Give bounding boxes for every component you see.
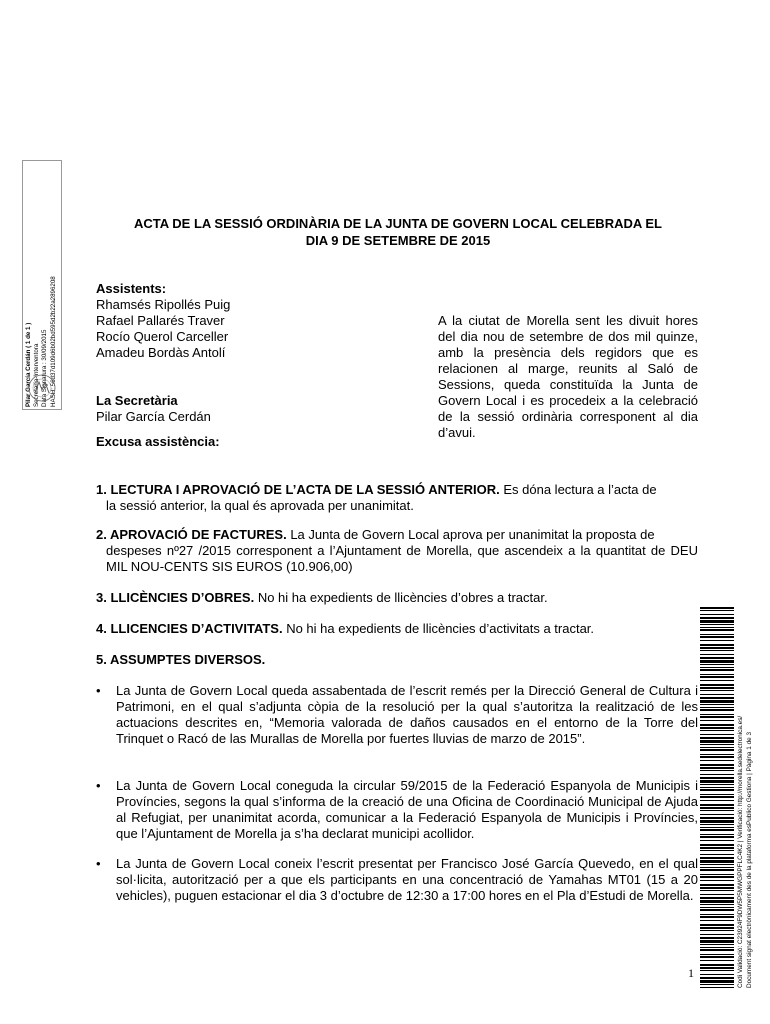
signer-name: Pilar García Cerdán ( 1 de 1 ): [25, 322, 32, 407]
signer-role: Secretaria-Interventora: [33, 343, 41, 407]
item-heading: 4. LLICENCIES D’ACTIVITATS.: [96, 621, 283, 636]
bullet-text: La Junta de Govern Local coneguda la circular 59/2015 de la Federació Espanyola de Municipis i Províncies, segons la qual s’informa de la creació de una Oficina de Coordinació Municipal de Ajuda al Refugiat, per unanimitat acorda, comunicar a la Federació Espanyola de Municipis i Províncies, que l’Ajuntament de Morella ja s’ha declarat municipi acollidor.: [116, 778, 698, 841]
agenda-item-1: [96, 482, 698, 514]
attendees-heading: Assistents:: [96, 281, 167, 296]
title-line-2: DIA 9 DE SETEMBRE DE 2015: [305, 233, 491, 248]
item-text: No hi ha expedients de llicències d’activitats a tractar.: [282, 621, 595, 636]
verification-line-1: Codi Validació: C23924F9DW5P5MWGPPFLC4K2 | Verificació: http://morella.sedelectronica.es/: [737, 715, 744, 988]
item-heading: 5. ASSUMPTES DIVERSOS.: [96, 652, 266, 667]
item-text-continued: despeses nº27 /2015 corresponent a l’Ajuntament de Morella, que ascendeix a la quantitat de DEU MIL NOU-CENTS SIS EUROS (10.906,00): [106, 543, 698, 574]
bullet-text: La Junta de Govern Local coneix l’escrit presentat per Francisco José García Quevedo, en el qual sol·licita, autorització per a que els participants en una concentració de Yamahas MT01 (15 a 20 vehicles), puguen estacionar el dia 3 d’octubre de 12:30 a 17:00 hores en el Pla d’Estudi de Morella.: [116, 856, 698, 903]
agenda-item-4: [96, 621, 698, 637]
secretary-heading: La Secretària: [96, 393, 178, 408]
bullet-icon: •: [96, 856, 101, 871]
attendee-name: Rafael Pallarés Traver: [96, 313, 225, 328]
attendee-name: Rhamsés Ripollés Puig: [96, 297, 231, 312]
bullet-icon: •: [96, 683, 101, 698]
item-text-continued: la sessió anterior, la qual és aprovada per unanimitat.: [106, 498, 414, 513]
item-text: La Junta de Govern Local aprova per unanimitat la proposta de: [286, 527, 655, 542]
signature-text: [25, 163, 61, 407]
excused-heading: Excusa assistència:: [96, 434, 220, 449]
item-heading: 3. LLICÈNCIES D’OBRES.: [96, 590, 255, 605]
list-item: [96, 778, 698, 842]
signature-box: [22, 160, 62, 410]
attendee-name: Rocío Querol Carceller: [96, 329, 229, 344]
intro-paragraph: A la ciutat de Morella sent les divuit hores del dia nou de setembre de dos mil quinze, amb la presència dels regidors que es relacionen al marge, reunits al Saló de Sessions, queda constituïda la Junta de Govern Local i es procedeix a la celebració de la sessió ordinària corresponent al dia d’avui.: [438, 313, 698, 440]
agenda-item-3: [96, 590, 698, 606]
barcode: [700, 607, 734, 988]
attendees-column: [96, 281, 396, 450]
item-heading: 2. APROVACIÓ DE FACTURES.: [96, 527, 287, 542]
item-heading: 1. LECTURA I APROVACIÓ DE L’ACTA DE LA SESSIÓ ANTERIOR.: [96, 482, 500, 497]
verification-text: [736, 608, 766, 988]
verification-line-2: Document signat electrònicament des de la plataforma esPublico Gestiona | Pàgina 1 de 3: [746, 731, 753, 988]
page-number: 1: [688, 966, 694, 980]
bullet-icon: •: [96, 778, 101, 793]
document-title: [96, 215, 700, 249]
agenda-item-2: [96, 527, 698, 575]
signature-hash: HASH: 56d37d109d6b02bd595d2b22a2896208: [49, 276, 57, 407]
signature-seal-icon: [27, 373, 57, 403]
title-line-1: ACTA DE LA SESSIÓ ORDINÀRIA DE LA JUNTA DE GOVERN LOCAL CELEBRADA EL: [134, 216, 662, 231]
item-text: No hi ha expedients de llicències d’obres a tractar.: [254, 590, 548, 605]
secretary-name: Pilar García Cerdán: [96, 409, 211, 424]
agenda-item-5: [96, 652, 698, 668]
list-item: [96, 683, 698, 747]
attendee-name: Amadeu Bordàs Antolí: [96, 345, 226, 360]
list-item: [96, 856, 698, 904]
signature-date: Data Signatura : 30/09/2015: [41, 329, 49, 407]
item-text: Es dóna lectura a l’acta de: [499, 482, 657, 497]
bullet-text: La Junta de Govern Local queda assabentada de l’escrit remés per la Direcció General de Cultura i Patrimoni, en el qual s’adjunta còpia de la resolució per la qual s’autoritza la realització de les actuacions descrites en, “Memoria valorada de daños causados en el entorno de la Torre del Trinquet o Racó de las Murallas de Morella por fuertes lluvias de marzo de 2015”.: [116, 683, 698, 746]
